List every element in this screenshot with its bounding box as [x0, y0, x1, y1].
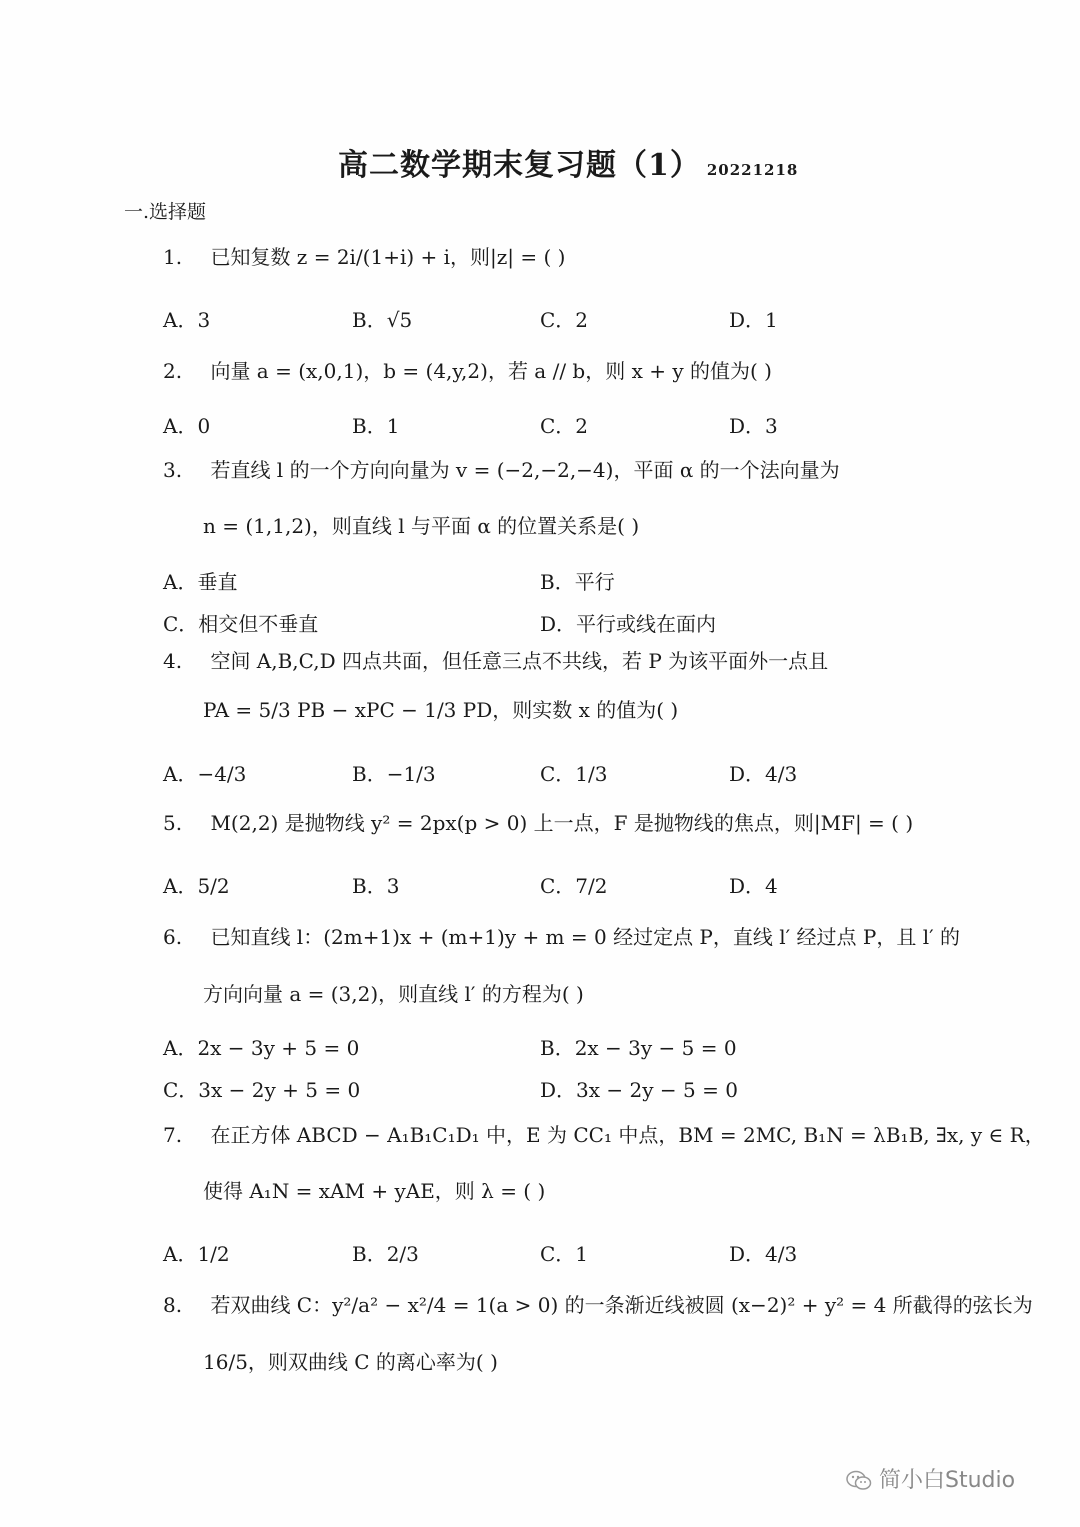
q1-number: 1. [163, 245, 183, 269]
q2-option-a: A．0 [163, 414, 211, 438]
q4-option-b: B．−1/3 [352, 762, 436, 786]
q3-line-2: n = (1,1,2)，则直线 l 与平面 α 的位置关系是( ) [203, 514, 640, 538]
q4-option-c: C．1/3 [540, 762, 608, 786]
q4-option-d: D．4/3 [729, 762, 798, 786]
title-text: 高二数学期末复习题（1） [338, 148, 701, 183]
q7-number: 7. [163, 1123, 183, 1147]
q5-option-d: D．4 [729, 874, 778, 898]
q7-option-d: D．4/3 [729, 1242, 798, 1266]
q8-line-2: 16/5，则双曲线 C 的离心率为( ) [203, 1350, 498, 1374]
q1-option-c: C．2 [540, 308, 589, 332]
q2-text: 向量 a = (x,0,1)，b = (4,y,2)，若 a // b，则 x + y 的值为( ) [210, 359, 772, 383]
q5-option-c: C．7/2 [540, 874, 608, 898]
q4-number: 4. [163, 649, 183, 673]
q6-option-b: B．2x − 3y − 5 = 0 [540, 1036, 737, 1060]
q1-option-b: B．√5 [352, 308, 413, 332]
q2-option-c: C．2 [540, 414, 589, 438]
question-1 [163, 247, 565, 267]
q5-number: 5. [163, 811, 183, 835]
q2-option-b: B．1 [352, 414, 400, 438]
q5-option-a: A．5/2 [163, 874, 230, 898]
watermark [845, 1463, 1015, 1494]
watermark-text: 简小白Studio [879, 1468, 1016, 1493]
q4-line-2: PA = 5/3 PB − xPC − 1/3 PD，则实数 x 的值为( ) [203, 698, 679, 722]
q3-line-1: 若直线 l 的一个方向向量为 v = (−2,−2,−4)，平面 α 的一个法向量为 [210, 458, 840, 482]
q3-option-b: B．平行 [540, 570, 615, 594]
question-8 [163, 1295, 1033, 1315]
q1-option-a: A．3 [163, 308, 211, 332]
q6-line-2: 方向向量 a = (3,2)，则直线 l′ 的方程为( ) [203, 982, 584, 1006]
title-date: 20221218 [706, 161, 799, 179]
q3-number: 3. [163, 458, 183, 482]
q3-option-d: D．平行或线在面内 [540, 612, 717, 636]
q8-line-1: 若双曲线 C：y²/a² − x²/4 = 1(a > 0) 的一条渐近线被圆 (x−2)² + y² = 4 所截得的弦长为 [210, 1293, 1033, 1317]
question-5 [163, 813, 913, 833]
q6-option-d: D．3x − 2y − 5 = 0 [540, 1078, 738, 1102]
q4-line-1: 空间 A,B,C,D 四点共面，但任意三点不共线，若 P 为该平面外一点且 [210, 649, 829, 673]
q7-line-1: 在正方体 ABCD − A₁B₁C₁D₁ 中，E 为 CC₁ 中点，BM = 2MC, B₁N = λB₁B, ∃x, y ∈ R， [210, 1123, 1045, 1147]
q8-number: 8. [163, 1293, 183, 1317]
q3-option-a: A．垂直 [163, 570, 238, 594]
question-3 [163, 460, 840, 480]
wechat-icon [845, 1469, 873, 1493]
page-title [338, 140, 798, 184]
q6-number: 6. [163, 925, 183, 949]
q5-option-b: B．3 [352, 874, 400, 898]
q7-option-c: C．1 [540, 1242, 589, 1266]
question-6 [163, 927, 960, 947]
q1-text: 已知复数 z = 2i/(1+i) + i，则|z| = ( ) [210, 245, 566, 269]
q3-option-c: C．相交但不垂直 [163, 612, 319, 636]
q6-line-1: 已知直线 l：(2m+1)x + (m+1)y + m = 0 经过定点 P，直线 l′ 经过点 P，且 l′ 的 [210, 925, 961, 949]
q2-number: 2. [163, 359, 183, 383]
q7-option-b: B．2/3 [352, 1242, 419, 1266]
question-4 [163, 651, 828, 671]
question-2 [163, 361, 772, 381]
q6-option-c: C．3x − 2y + 5 = 0 [163, 1078, 361, 1102]
q7-line-2: 使得 A₁N = xAM + yAE，则 λ = ( ) [203, 1179, 546, 1203]
q7-option-a: A．1/2 [163, 1242, 230, 1266]
q2-option-d: D．3 [729, 414, 778, 438]
q5-text: M(2,2) 是抛物线 y² = 2px(p > 0) 上一点，F 是抛物线的焦点，则|MF| = ( ) [210, 811, 914, 835]
section-heading: 一.选择题 [124, 201, 207, 223]
q1-option-d: D．1 [729, 308, 778, 332]
q4-option-a: A．−4/3 [163, 762, 247, 786]
q6-option-a: A．2x − 3y + 5 = 0 [163, 1036, 360, 1060]
question-7 [163, 1125, 1045, 1145]
